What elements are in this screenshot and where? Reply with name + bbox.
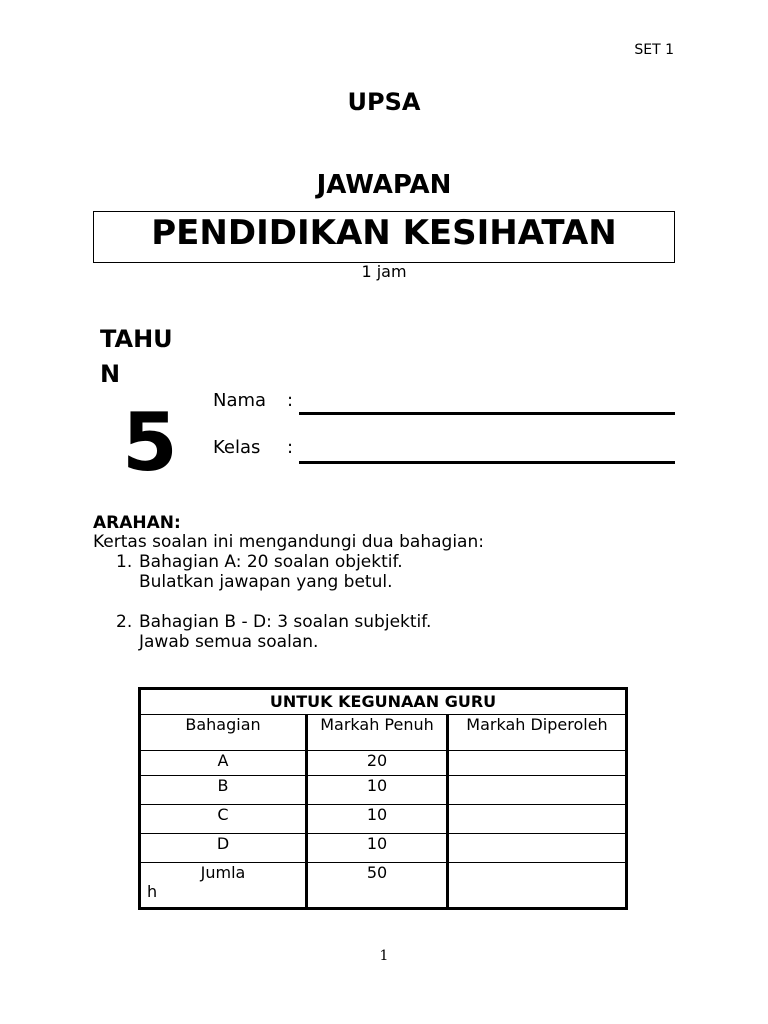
table-row	[140, 776, 627, 805]
obtained-mark-cell[interactable]	[448, 776, 627, 805]
obtained-mark-cell[interactable]	[448, 805, 627, 834]
class-colon: :	[287, 437, 294, 458]
total-full-mark-cell: 50	[307, 863, 448, 909]
section-cell: D	[140, 834, 307, 863]
set-label: SET 1	[634, 42, 674, 58]
name-colon: :	[287, 390, 294, 411]
total-label-cell	[140, 863, 307, 909]
full-mark-cell: 10	[307, 776, 448, 805]
table-total-row	[140, 863, 627, 909]
instruction-line: Bahagian A: 20 soalan objektif.	[139, 552, 403, 572]
full-mark-cell: 10	[307, 805, 448, 834]
year-label: TAHUN	[100, 325, 173, 388]
table-row	[140, 805, 627, 834]
obtained-mark-cell[interactable]	[448, 751, 627, 776]
year-value: 5	[122, 396, 178, 489]
class-field-line[interactable]	[299, 461, 675, 464]
full-mark-cell: 10	[307, 834, 448, 863]
subject-title: PENDIDIKAN KESIHATAN	[93, 211, 675, 263]
column-header: Markah Penuh	[307, 715, 448, 751]
total-label-wrap: h	[147, 882, 158, 901]
instructions-intro: Kertas soalan ini mengandungi dua bahagian:	[93, 532, 484, 552]
total-obtained-mark-cell[interactable]	[448, 863, 627, 909]
instruction-line: Bulatkan jawapan yang betul.	[139, 572, 393, 592]
name-label: Nama	[213, 390, 267, 411]
obtained-mark-cell[interactable]	[448, 834, 627, 863]
exam-title: UPSA	[347, 88, 421, 116]
instruction-number: 1.	[116, 552, 133, 572]
section-cell: C	[140, 805, 307, 834]
document-type: JAWAPAN	[316, 170, 452, 200]
class-label: Kelas	[213, 437, 261, 458]
instruction-number: 2.	[116, 612, 133, 632]
name-field-line[interactable]	[299, 412, 675, 415]
table-header-row	[140, 715, 627, 751]
duration: 1 jam	[361, 262, 407, 281]
section-cell: B	[140, 776, 307, 805]
full-mark-cell: 20	[307, 751, 448, 776]
total-label: Jumla	[200, 863, 246, 882]
table-title: UNTUK KEGUNAAN GURU	[140, 689, 627, 715]
section-cell: A	[140, 751, 307, 776]
column-header: Markah Diperoleh	[448, 715, 627, 751]
column-header: Bahagian	[140, 715, 307, 751]
table-row	[140, 751, 627, 776]
table-row	[140, 834, 627, 863]
instructions-title: ARAHAN:	[93, 513, 181, 533]
page-number: 1	[379, 948, 389, 964]
teacher-use-table	[138, 687, 628, 910]
instruction-line: Jawab semua soalan.	[139, 632, 319, 652]
instruction-line: Bahagian B - D: 3 soalan subjektif.	[139, 612, 432, 632]
